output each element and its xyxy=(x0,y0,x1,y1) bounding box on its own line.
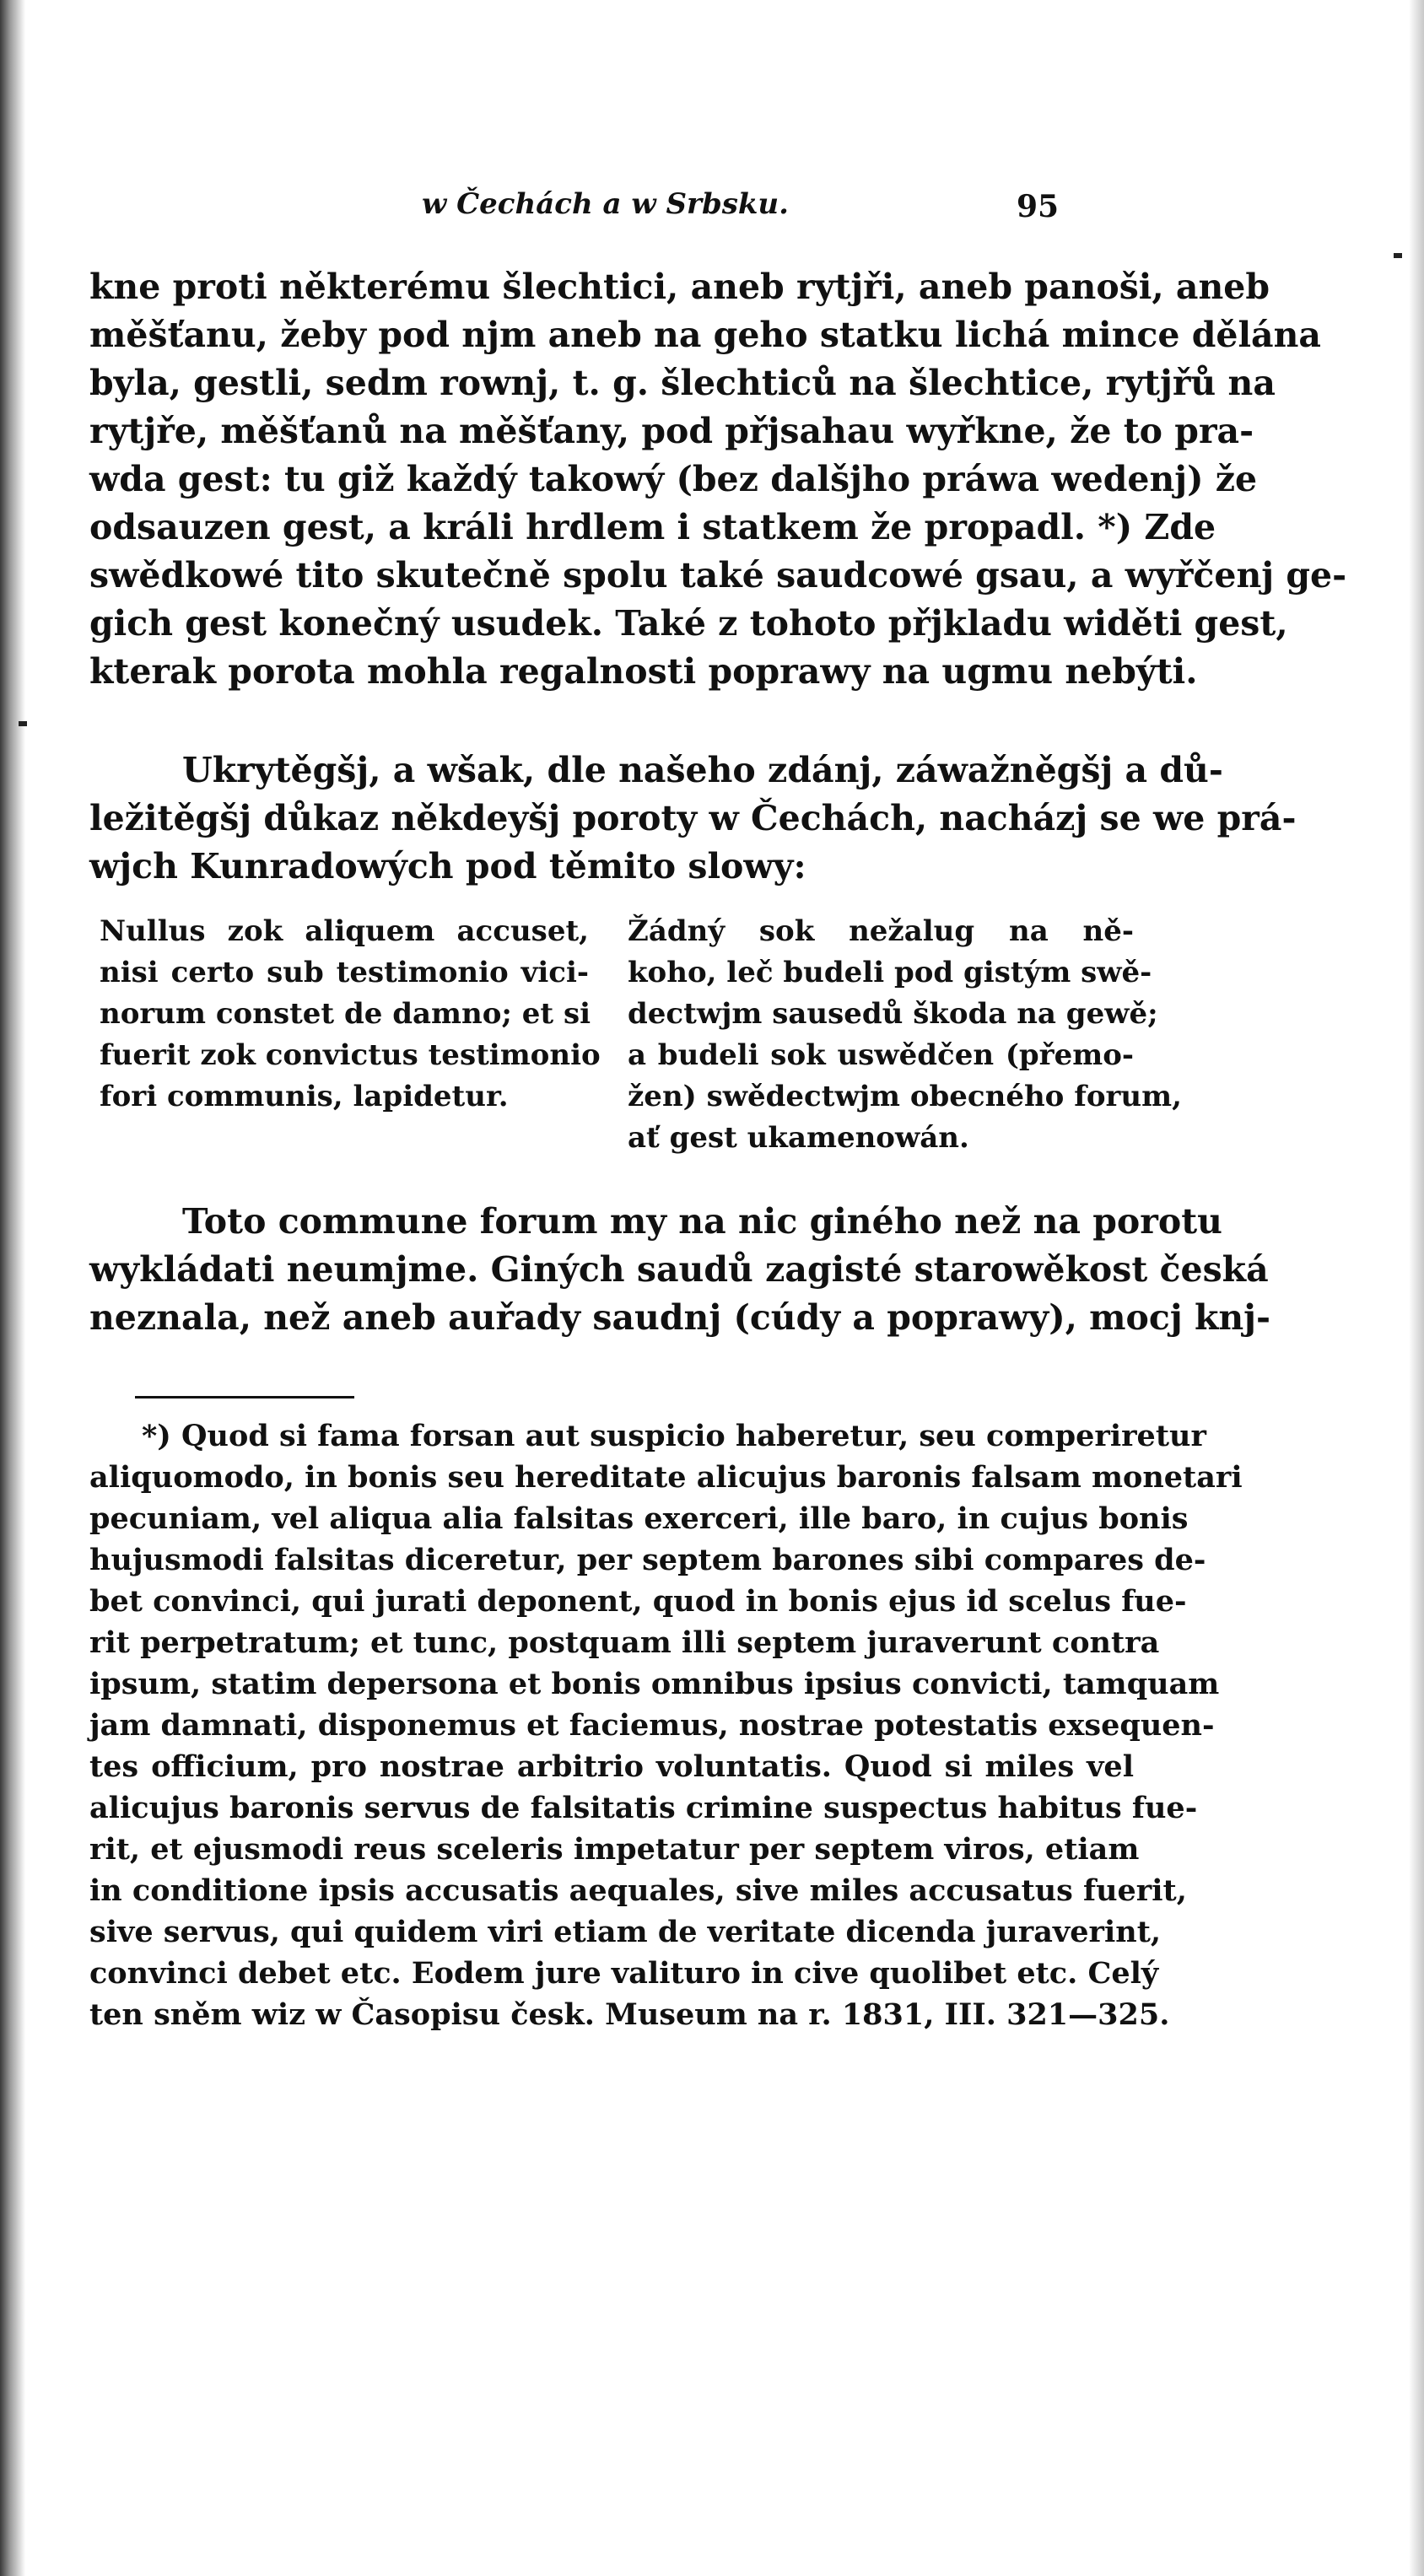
margin-mark xyxy=(1394,253,1402,258)
text-line: měšťanu, žeby pod njm aneb na geho statku lichá mince dělána xyxy=(89,315,1321,355)
footnote-line: sive servus, qui quidem viri etiam de veritate dicenda juraverint, xyxy=(89,1915,1162,1949)
text-line: byla, gestli, sedm rownj, t. g. šlechticů na šlechtice, rytjřů na xyxy=(89,363,1276,403)
czech-translation-column xyxy=(628,911,1182,1159)
text-line: gich gest konečný usudek. Také z tohoto přjkladu widěti gest, xyxy=(89,603,1288,644)
text-line: kne proti některému šlechtici, aneb rytjři, aneb panoši, aneb xyxy=(89,267,1270,307)
text-line: kterak porota mohla regalnosti poprawy na ugmu nebýti. xyxy=(89,651,1198,692)
scan-left-edge xyxy=(0,0,25,2576)
margin-mark xyxy=(19,721,27,726)
latin-quote-column xyxy=(100,911,601,1118)
text-line: žen) swědectwjm obecného forum, xyxy=(628,1080,1182,1113)
footnote-line: jam damnati, disponemus et faciemus, nostrae potestatis exsequen- xyxy=(89,1708,1215,1743)
footnote-line: in conditione ipsis accusatis aequales, sive miles accusatus fuerit, xyxy=(89,1873,1187,1908)
text-line: wjch Kunradowých pod těmito slowy: xyxy=(89,846,806,887)
text-line: Ukrytěgšj, a wšak, dle našeho zdánj, záwažněgšj a dů- xyxy=(182,750,1223,790)
footnote-line: alicujus baronis servus de falsitatis crimine suspectus habitus fue- xyxy=(89,1791,1198,1825)
text-line: swědkowé tito skutečně spolu také saudcowé gsau, a wyřčenj ge- xyxy=(89,555,1347,595)
paragraph-2 xyxy=(89,746,1297,891)
text-line: wda gest: tu giž každý takowý (bez dalšjho práwa wedenj) že xyxy=(89,459,1258,499)
scan-right-edge xyxy=(1409,0,1424,2576)
text-line: fori communis, lapidetur. xyxy=(100,1080,509,1113)
text-line: Nullus zok aliquem accuset, xyxy=(100,914,589,948)
text-line: a budeli sok uswědčen (přemo- xyxy=(628,1038,1134,1072)
text-line: neznala, než aneb auřady saudnj (cúdy a poprawy), mocj knj- xyxy=(89,1297,1271,1338)
footnote xyxy=(89,1415,1243,2035)
footnote-line: ipsum, statim depersona et bonis omnibus ipsius convicti, tamquam xyxy=(89,1667,1220,1701)
footnote-line: pecuniam, vel aliqua alia falsitas exerceri, ille baro, in cujus bonis xyxy=(89,1501,1189,1536)
footnote-rule xyxy=(135,1396,354,1398)
text-line: nisi certo sub testimonio vici- xyxy=(100,956,589,989)
text-line: fuerit zok convictus testimonio xyxy=(100,1038,601,1072)
text-line: norum constet de damno; et si xyxy=(100,997,591,1031)
footnote-line: ten sněm wiz w Časopisu česk. Museum na r. 1831, III. 321—325. xyxy=(89,1997,1170,2032)
footnote-line: hujusmodi falsitas diceretur, per septem barones sibi compares de- xyxy=(89,1543,1206,1577)
footnote-line: convinci debet etc. Eodem jure valituro in cive quolibet etc. Celý xyxy=(89,1956,1159,1991)
paragraph-1 xyxy=(89,263,1347,696)
page-number: 95 xyxy=(1017,189,1060,224)
text-line: Žádný sok nežalug na ně- xyxy=(628,914,1134,948)
running-title: w Čechách a w Srbsku. xyxy=(422,187,789,221)
footnote-line: *) Quod si fama forsan aut suspicio haberetur, seu comperiretur xyxy=(142,1419,1206,1453)
text-line: odsauzen gest, a králi hrdlem i statkem že propadl. *) Zde xyxy=(89,507,1216,547)
text-line: koho, leč budeli pod gistým swě- xyxy=(628,956,1152,989)
footnote-line: bet convinci, qui jurati deponent, quod in bonis ejus id scelus fue- xyxy=(89,1584,1187,1619)
footnote-line: rit perpetratum; et tunc, postquam illi septem juraverunt contra xyxy=(89,1625,1160,1660)
footnote-line: aliquomodo, in bonis seu hereditate alicujus baronis falsam monetari xyxy=(89,1460,1243,1495)
text-line: ať gest ukamenowán. xyxy=(628,1121,969,1155)
paragraph-3 xyxy=(89,1198,1271,1342)
footnote-line: tes officium, pro nostrae arbitrio voluntatis. Quod si miles vel xyxy=(89,1749,1134,1784)
text-line: rytjře, měšťanů na měšťany, pod přjsahau wyřkne, že to pra- xyxy=(89,411,1254,451)
footnote-line: rit, et ejusmodi reus sceleris impetatur per septem viros, etiam xyxy=(89,1832,1140,1867)
text-line: dectwjm sausedů škoda na gewě; xyxy=(628,997,1158,1031)
text-line: Toto commune forum my na nic giného než na porotu xyxy=(182,1201,1222,1242)
text-line: wykládati neumjme. Giných saudů zagisté starowěkost česká xyxy=(89,1249,1269,1290)
text-line: ležitěgšj důkaz někdeyšj poroty w Čechách, nacházj se we prá- xyxy=(89,798,1297,838)
